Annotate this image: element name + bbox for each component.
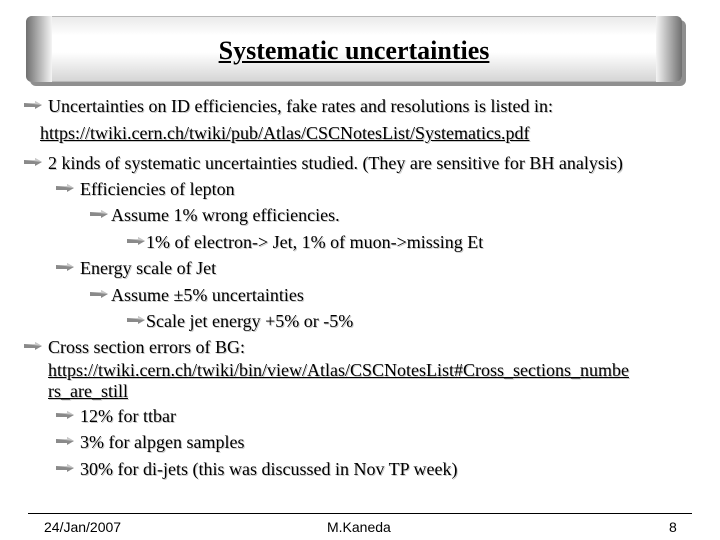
arrow-bullet-icon xyxy=(56,184,74,192)
bullet-ttbar: 12% for ttbar xyxy=(80,406,176,426)
bullet-alpgen: 3% for alpgen samples xyxy=(80,432,245,452)
slide-title: Systematic uncertainties xyxy=(218,36,490,65)
bullet-efficiencies-lepton: Efficiencies of lepton xyxy=(80,179,235,199)
footer-author: M.Kaneda xyxy=(327,519,391,535)
cross-sections-link-continued[interactable]: rs_are_still xyxy=(48,381,128,401)
bullet-scale-jet: Scale jet energy +5% or -5% xyxy=(146,311,354,331)
bullet-energy-scale: Energy scale of Jet xyxy=(80,258,217,278)
arrow-bullet-icon xyxy=(90,290,108,298)
footer-divider xyxy=(28,513,692,514)
bullet-assume-5pct: Assume ±5% uncertainties xyxy=(111,285,304,305)
title-banner xyxy=(26,16,682,82)
arrow-bullet-icon xyxy=(56,411,74,419)
bullet-cross-section: Cross section errors of BG: xyxy=(48,337,245,357)
arrow-bullet-icon xyxy=(24,342,42,350)
bullet-id-uncertainties: Uncertainties on ID efficiencies, fake rates and resolutions is listed in: xyxy=(48,96,554,116)
arrow-bullet-icon xyxy=(90,210,108,218)
bullet-two-kinds: 2 kinds of systematic uncertainties studied. (They are sensitive for BH analysis) xyxy=(48,153,623,173)
arrow-bullet-icon xyxy=(24,158,42,166)
arrow-bullet-icon xyxy=(24,101,42,109)
arrow-bullet-icon xyxy=(56,437,74,445)
arrow-bullet-icon xyxy=(127,316,145,324)
arrow-bullet-icon xyxy=(56,464,74,472)
bullet-assume-1pct: Assume 1% wrong efficiencies. xyxy=(111,205,340,225)
arrow-bullet-icon xyxy=(56,263,74,271)
footer-date: 24/Jan/2007 xyxy=(44,519,122,535)
arrow-bullet-icon xyxy=(127,237,145,245)
footer-page-number: 8 xyxy=(669,519,677,535)
bullet-di-jets: 30% for di-jets (this was discussed in Nov TP week) xyxy=(80,459,458,479)
cross-sections-link[interactable]: https://twiki.cern.ch/twiki/bin/view/Atlas/CSCNotesList#Cross_sections_numbe xyxy=(48,360,629,380)
systematics-pdf-link[interactable]: https://twiki.cern.ch/twiki/pub/Atlas/CSCNotesList/Systematics.pdf xyxy=(40,123,530,143)
bullet-electron-muon: 1% of electron-> Jet, 1% of muon->missing Et xyxy=(146,232,484,252)
